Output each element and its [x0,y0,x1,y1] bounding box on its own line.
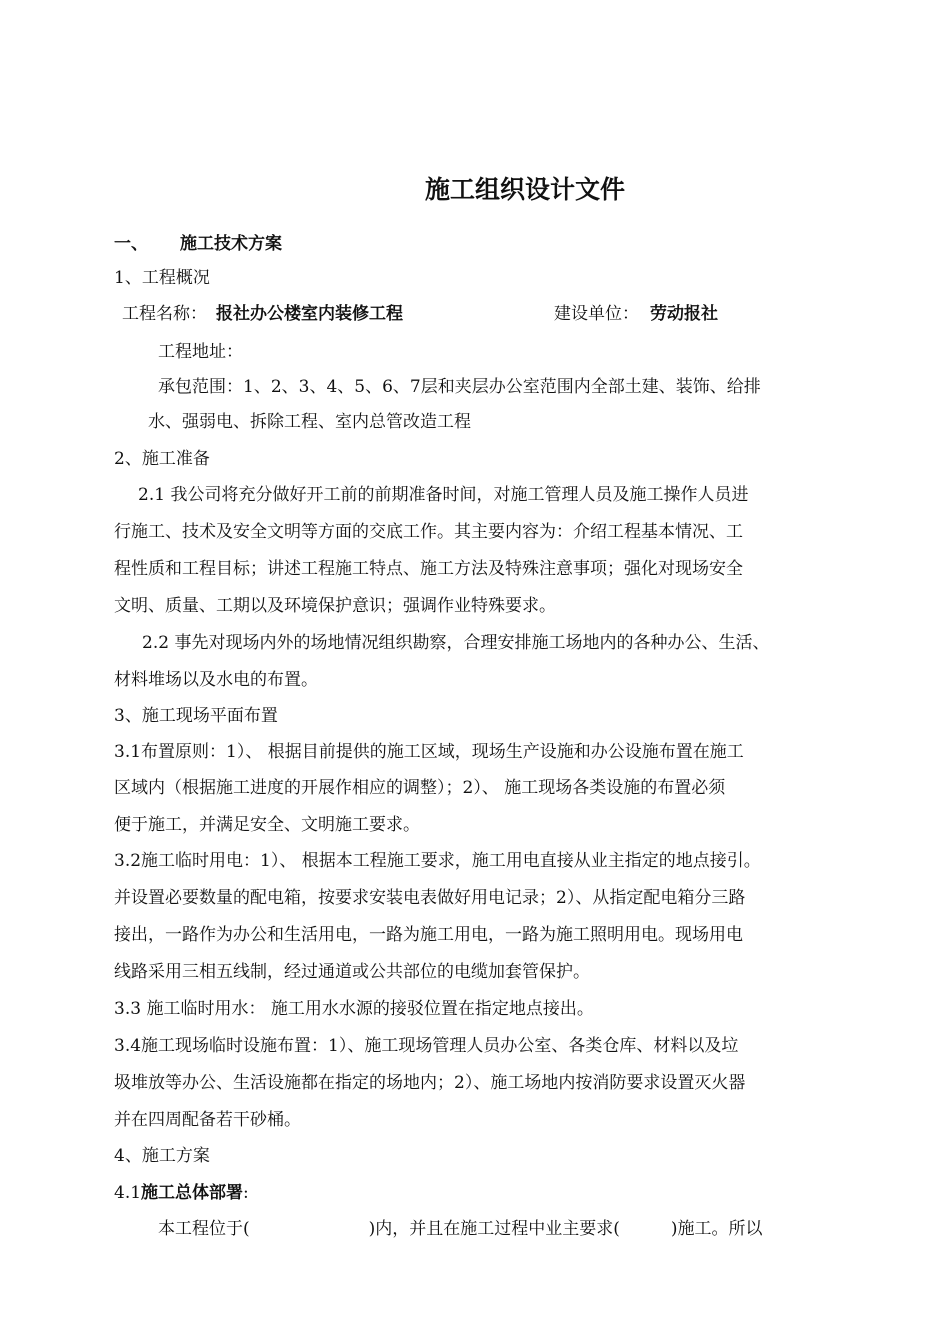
project-name-label: 工程名称： [122,304,207,324]
paragraph-line: 接出，一路作为办公和生活用电，一路为施工用电，一路为施工照明用电。现场用电 [114,925,743,945]
subsection-heading: 2、施工准备 [114,449,210,469]
section-heading: 施工技术方案 [180,234,282,254]
builder-name: 劳动报社 [650,304,718,324]
paragraph-line: 3.1布置原则：1）、 根据目前提供的施工区域，现场生产设施和办公设施布置在施工 [114,742,744,762]
page-title: 施工组织设计文件 [424,175,625,204]
subsection-number: 4.1 [114,1183,142,1203]
paragraph-line: 行施工、技术及安全文明等方面的交底工作。其主要内容为：介绍工程基本情况、工 [114,522,743,542]
subsection-colon: : [243,1183,249,1203]
paragraph-line: 并设置必要数量的配电箱，按要求安装电表做好用电记录；2）、从指定配电箱分三路 [114,888,746,908]
paragraph-line: 本工程位于( )内，并且在施工过程中业主要求( )施工。所以 [158,1219,763,1239]
subsection-line [114,1181,249,1205]
paragraph-line: 圾堆放等办公、生活设施都在指定的场地内；2）、施工场地内按消防要求设置灭火器 [114,1073,746,1093]
subsection-title: 施工总体部署 [141,1183,244,1203]
scope-line: 承包范围：1、2、3、4、5、6、7层和夹层办公室范围内全部土建、装饰、给排 [158,377,761,397]
paragraph-line: 材料堆场以及水电的布置。 [114,670,318,690]
subsection-heading: 3、施工现场平面布置 [114,706,278,726]
scope-line: 水、强弱电、拆除工程、室内总管改造工程 [148,412,471,432]
paragraph-line: 程性质和工程目标；讲述工程施工特点、施工方法及特殊注意事项；强化对现场安全 [114,559,743,579]
subsection-heading: 1、工程概况 [114,268,210,288]
paragraph-line: 2.2 事先对现场内外的场地情况组织勘察，合理安排施工场地内的各种办公、生活、 [142,633,770,653]
builder-label: 建设单位： [554,304,639,324]
paragraph-line: 线路采用三相五线制，经过通道或公共部位的电缆加套管保护。 [114,962,590,982]
paragraph-line: 3.3 施工临时用水： 施工用水水源的接驳位置在指定地点接出。 [114,999,594,1019]
paragraph-line: 并在四周配备若干砂桶。 [114,1110,301,1130]
subsection-heading: 4、施工方案 [114,1146,210,1166]
section-number: 一、 [114,234,148,254]
paragraph-line: 区域内（根据施工进度的开展作相应的调整）；2）、 施工现场各类设施的布置必须 [114,778,726,798]
paragraph-line: 2.1 我公司将充分做好开工前的前期准备时间，对施工管理人员及施工操作人员进 [138,485,749,505]
paragraph-line: 便于施工，并满足安全、文明施工要求。 [114,815,420,835]
project-name: 报社办公楼室内装修工程 [216,304,403,324]
paragraph-line: 文明、质量、工期以及环境保护意识；强调作业特殊要求。 [114,596,556,616]
paragraph-line: 3.4施工现场临时设施布置：1）、施工现场管理人员办公室、各类仓库、材料以及垃 [114,1036,739,1056]
paragraph-line: 3.2施工临时用电：1）、 根据本工程施工要求，施工用电直接从业主指定的地点接引。 [114,851,761,871]
address-label: 工程地址： [158,342,243,362]
